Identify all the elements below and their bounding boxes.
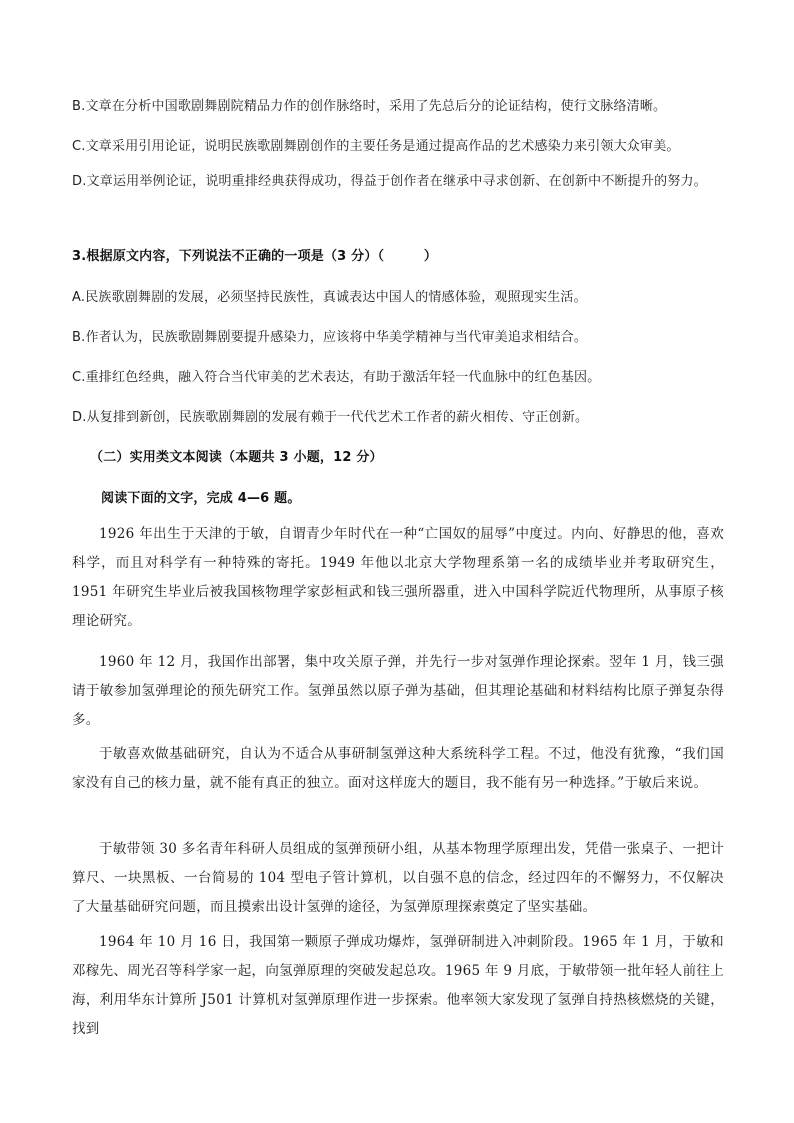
passage-paragraph-2: 1960 年 12 月，我国作出部署，集中攻关原子弹，并先行一步对氢弹作理论探索。翌年 1 月，钱三强请于敏参加氢弹理论的预先研究工作。氢弹虽然以原子弹为基础，但其理论基础和材料结构比原子弹复杂得多。 <box>72 654 724 728</box>
passage-paragraph-3: 于敏喜欢做基础研究，自认为不适合从事研制氢弹这种大系统科学工程。不过，他没有犹豫，“我们国家没有自己的核力量，就不能有真正的独立。面对这样庞大的题目，我不能有另一种选择。”于敏后来说。 <box>72 746 724 791</box>
passage-paragraph-1: 1926 年出生于天津的于敏，自谓青少年时代在一种“亡国奴的屈辱”中度过。内向、好静思的他，喜欢科学，而且对科学有一种特殊的寄托。1949 年他以北京大学物理系第一名的成绩毕业并考取研究生，1951 年研究生毕业后被我国核物理学家彭桓武和钱三强所器重，进入中国科学院近代物理所，从事原子核理论研究。 <box>72 526 724 629</box>
q2-option-b: B.文章在分析中国歌剧舞剧院精品力作的创作脉络时，采用了先总后分的论证结构，使行文脉络清晰。 <box>72 99 667 114</box>
q3-option-b: B.作者认为，民族歌剧舞剧要提升感染力，应该将中华美学精神与当代审美追求相结合。 <box>72 330 588 345</box>
section-instruction: 阅读下面的文字，完成 4—6 题。 <box>101 491 301 506</box>
q3-option-a: A.民族歌剧舞剧的发展，必须坚持民族性，真诚表达中国人的情感体验，观照现实生活。 <box>72 290 587 305</box>
q2-option-c: C.文章采用引用论证，说明民族歌剧舞剧创作的主要任务是通过提高作品的艺术感染力来引领大众审美。 <box>72 139 680 154</box>
q3-option-c: C.重排红色经典，融入符合当代审美的艺术表达，有助于激活年轻一代血脉中的红色基因。 <box>72 370 601 385</box>
section-title: （二）实用类文本阅读（本题共 3 小题，12 分） <box>90 450 383 465</box>
passage-paragraph-4: 于敏带领 30 多名青年科研人员组成的氢弹预研小组，从基本物理学原理出发，凭借一张桌子、一把计算尺、一块黑板、一台简易的 104 型电子管计算机，以自强不息的信念，经过四年的不懈努力，不仅解决了大量基础研究问题，而且摸索出设计氢弹的途径，为氢弹原理探索奠定了坚实基础。 <box>72 841 724 915</box>
passage-paragraph-5: 1964 年 10 月 16 日，我国第一颗原子弹成功爆炸，氢弹研制进入冲刺阶段。1965 年 1 月，于敏和邓稼先、周光召等科学家一起，向氢弹原理的突破发起总攻。1965 年 9 月底，于敏带领一批年轻人前往上海，利用华东计算所 J501 计算机对氢弹原理作进一步探索。他率领大家发现了氢弹自持热核燃烧的关键，找到 <box>72 934 724 1037</box>
q3-option-d: D.从复排到新创，民族歌剧舞剧的发展有赖于一代代艺术工作者的薪火相传、守正创新。 <box>72 410 589 425</box>
q2-option-d: D.文章运用举例论证，说明重排经典获得成功，得益于创作者在继承中寻求创新、在创新中不断提升的努力。 <box>72 174 707 189</box>
q3-stem: 3.根据原文内容，下列说法不正确的一项是（3 分）（ ） <box>72 249 438 264</box>
